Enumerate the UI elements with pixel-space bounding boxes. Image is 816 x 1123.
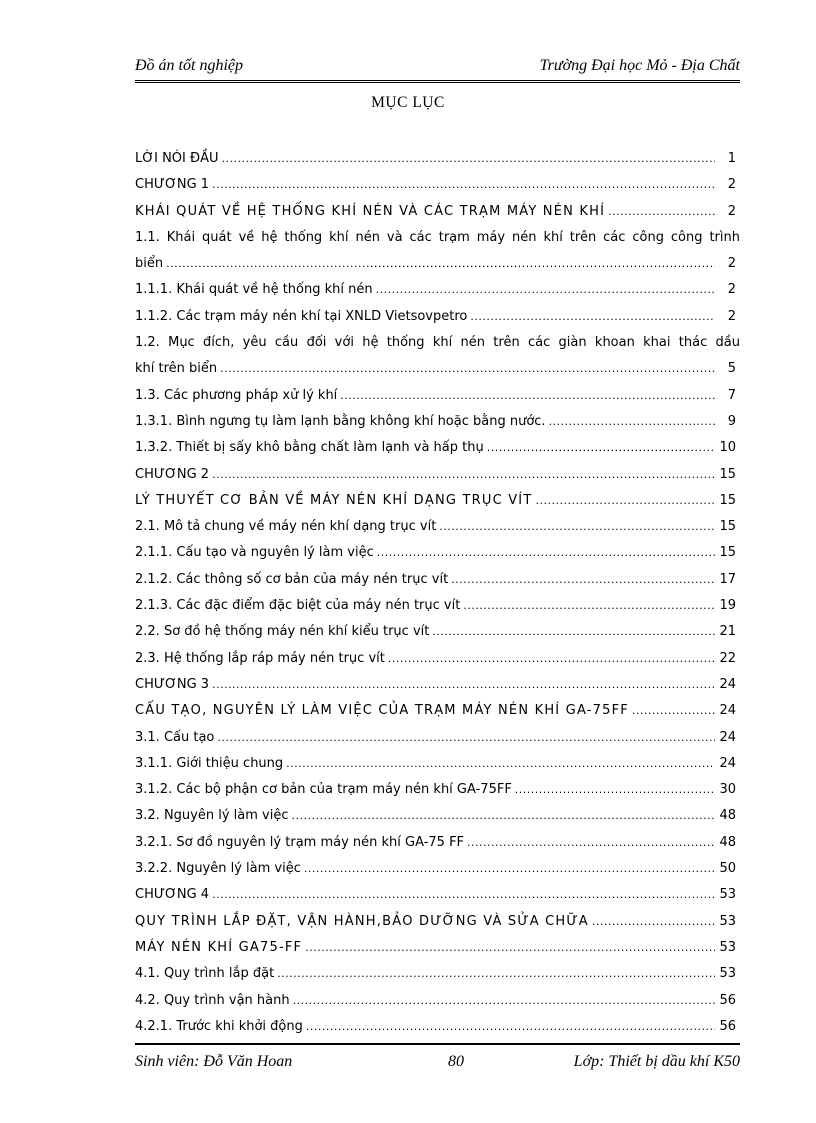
toc-entry[interactable]	[135, 593, 740, 619]
toc-entry-page-number: 5	[727, 361, 736, 377]
toc-entry[interactable]	[135, 777, 740, 803]
toc-entry-title: CHƯƠNG 1	[135, 177, 210, 193]
toc-entry[interactable]	[135, 803, 740, 829]
footer-page-number: 80	[448, 1053, 464, 1070]
toc-entry-page-number: 10	[719, 440, 736, 456]
toc-entry-page-number: 24	[719, 729, 736, 745]
toc-entry[interactable]	[135, 383, 740, 409]
toc-entry-title: 3.1.1. Giới thiệu chung	[135, 755, 284, 771]
toc-dot-leader	[470, 304, 715, 330]
toc-entry[interactable]	[135, 961, 740, 987]
toc-entry-page-number: 22	[719, 650, 736, 666]
toc-entry-title: 3.1.2. Các bộ phận cơ bản của trạm máy nén khí GA-75FF	[135, 782, 512, 798]
toc-entry[interactable]	[135, 1014, 740, 1040]
toc-dot-leader	[212, 672, 715, 698]
toc-entry-page-number: 15	[719, 519, 736, 535]
toc-entry-page-number: 19	[719, 598, 736, 614]
toc-dot-leader	[632, 698, 715, 724]
toc-dot-leader	[608, 199, 715, 225]
toc-entry-page-number: 24	[719, 703, 736, 719]
toc-entry-page-number: 53	[719, 913, 736, 929]
toc-entry[interactable]	[135, 172, 740, 198]
toc-entry-title: 2.2. Sơ đồ hệ thống máy nén khí kiểu trục vít	[135, 624, 430, 640]
toc-entry-title: 2.1.3. Các đặc điểm đặc biệt của máy nén trục vít	[135, 598, 461, 614]
toc-entry[interactable]	[135, 277, 740, 303]
toc-entry[interactable]	[135, 672, 740, 698]
toc-entry-title: 1.3. Các phương pháp xử lý khí	[135, 387, 338, 403]
toc-entry-title: 2.3. Hệ thống lắp ráp máy nén trục vít	[135, 650, 385, 666]
toc-dot-leader	[515, 777, 715, 803]
toc-entry-title: 2.1.1. Cấu tạo và nguyên lý làm việc	[135, 545, 374, 561]
toc-entry-page-number: 30	[719, 782, 736, 798]
page-footer	[135, 1043, 740, 1075]
toc-entry-title: 3.2. Nguyên lý làm việc	[135, 808, 289, 824]
toc-entry-title: khí trên biển	[135, 361, 218, 377]
toc-entry-title: KHÁI QUÁT VỀ HỆ THỐNG KHÍ NÉN VÀ CÁC TRẠM MÁY NÉN KHÍ	[135, 203, 606, 219]
toc-entry-page-number: 15	[719, 466, 736, 482]
toc-entry-title: 4.2. Quy trình vận hành	[135, 992, 290, 1008]
toc-entry-title: CẤU TẠO, NGUYÊN LÝ LÀM VIỆC CỦA TRẠM MÁY NÉN KHÍ GA-75FF	[135, 703, 629, 719]
toc-entry[interactable]	[135, 935, 740, 961]
toc-entry-title: 3.1. Cấu tạo	[135, 729, 215, 745]
toc-dot-leader	[306, 1014, 715, 1040]
header-right-text: Trường Đại học Mỏ - Địa Chất	[539, 57, 740, 74]
toc-entry-title: CHƯƠNG 4	[135, 887, 210, 903]
toc-entry[interactable]	[135, 909, 740, 935]
toc-dot-leader	[439, 514, 715, 540]
footer-student: Sinh viên: Đỗ Văn Hoan	[135, 1053, 293, 1070]
footer-class: Lớp: Thiết bị dầu khí K50	[573, 1053, 740, 1070]
toc-entry[interactable]	[135, 646, 740, 672]
toc-entry-page-number: 9	[727, 413, 736, 429]
toc-dot-leader	[376, 277, 715, 303]
toc-entry-title: 1.3.2. Thiết bị sấy khô bằng chất làm lạnh và hấp thụ	[135, 440, 484, 456]
toc-dot-leader	[221, 146, 715, 172]
toc-entry-first-line: 1.2. Mục đích, yêu cầu đối với hệ thống khí nén trên các giàn khoan khai thác dầu	[135, 335, 740, 351]
toc-entry[interactable]	[135, 698, 740, 724]
toc-dot-leader	[305, 935, 715, 961]
toc-dot-leader	[166, 251, 715, 277]
toc-dot-leader	[286, 751, 715, 777]
toc-dot-leader	[388, 646, 715, 672]
toc-entry-page-number: 56	[719, 1018, 736, 1034]
toc-entry[interactable]	[135, 725, 740, 751]
toc-entry[interactable]	[135, 830, 740, 856]
toc-entry[interactable]	[135, 751, 740, 777]
toc-dot-leader	[293, 988, 715, 1014]
toc-entry-page-number: 2	[727, 282, 736, 298]
toc-dot-leader	[451, 567, 715, 593]
toc-dot-leader	[291, 803, 715, 829]
toc-dot-leader	[212, 882, 715, 908]
toc-entry-page-number: 24	[719, 676, 736, 692]
toc-entry-page-number: 24	[719, 755, 736, 771]
toc-entry[interactable]	[135, 488, 740, 514]
toc-dot-leader	[535, 488, 715, 514]
toc-dot-leader	[549, 409, 715, 435]
toc-entry[interactable]	[135, 540, 740, 566]
toc-entry-title: 3.2.2. Nguyên lý làm việc	[135, 861, 301, 877]
toc-entry[interactable]	[135, 304, 740, 330]
toc-entry-title: 4.2.1. Trước khi khởi động	[135, 1018, 303, 1034]
toc-entry[interactable]	[135, 856, 740, 882]
toc-dot-leader	[487, 435, 715, 461]
page-title: MỤC LỤC	[371, 94, 445, 111]
toc-entry[interactable]	[135, 330, 740, 383]
toc-entry-title: 4.1. Quy trình lắp đặt	[135, 966, 275, 982]
toc-dot-leader	[432, 619, 715, 645]
toc-entry-title: MÁY NÉN KHÍ GA75-FF	[135, 939, 303, 955]
header-left-text: Đồ án tốt nghiệp	[135, 57, 243, 74]
toc-entry-title: 2.1. Mô tả chung về máy nén khí dạng trục vít	[135, 519, 437, 535]
table-of-contents	[135, 146, 740, 1040]
toc-entry-title: 1.3.1. Bình ngưng tụ làm lạnh bằng không khí hoặc bằng nước.	[135, 413, 546, 429]
toc-entry-page-number: 56	[719, 992, 736, 1008]
toc-entry-title: LỜI NÓI ĐẦU	[135, 151, 219, 166]
toc-entry[interactable]	[135, 199, 740, 225]
toc-entry-title: 3.2.1. Sơ đồ nguyên lý trạm máy nén khí GA-75 FF	[135, 834, 465, 850]
toc-entry-title: 1.1.1. Khái quát về hệ thống khí nén	[135, 282, 373, 298]
page-header	[135, 54, 740, 81]
toc-entry[interactable]	[135, 225, 740, 278]
toc-dot-leader	[220, 356, 715, 382]
toc-entry[interactable]	[135, 435, 740, 461]
toc-entry-page-number: 53	[719, 887, 736, 903]
toc-entry-title: LÝ THUYẾT CƠ BẢN VỀ MÁY NÉN KHÍ DẠNG TRỤC VÍT	[135, 492, 533, 508]
toc-entry-title: CHƯƠNG 2	[135, 466, 210, 482]
toc-entry-page-number: 2	[727, 203, 736, 219]
toc-entry-page-number: 21	[719, 624, 736, 640]
toc-entry-title: CHƯƠNG 3	[135, 676, 210, 692]
toc-dot-leader	[212, 172, 715, 198]
toc-entry-page-number: 2	[727, 308, 736, 324]
toc-dot-leader	[217, 725, 715, 751]
toc-entry-page-number: 48	[719, 834, 736, 850]
toc-dot-leader	[277, 961, 715, 987]
toc-dot-leader	[340, 383, 715, 409]
toc-entry-page-number: 53	[719, 966, 736, 982]
toc-entry-page-number: 2	[727, 256, 736, 272]
toc-entry-page-number: 1	[727, 151, 736, 166]
toc-entry[interactable]	[135, 988, 740, 1014]
toc-entry[interactable]	[135, 567, 740, 593]
toc-entry[interactable]	[135, 409, 740, 435]
toc-dot-leader	[463, 593, 715, 619]
toc-dot-leader	[212, 462, 715, 488]
toc-dot-leader	[377, 540, 715, 566]
toc-entry-first-line: 1.1. Khái quát về hệ thống khí nén và các trạm máy nén khí trên các công công trình	[135, 229, 740, 245]
toc-entry-title: 2.1.2. Các thông số cơ bản của máy nén trục vít	[135, 571, 449, 587]
toc-entry-page-number: 2	[727, 177, 736, 193]
toc-entry[interactable]	[135, 462, 740, 488]
toc-entry-title: QUY TRÌNH LẮP ĐẶT, VẬN HÀNH,BẢO DƯỠNG VÀ SỬA CHỮA	[135, 913, 589, 929]
toc-entry-page-number: 15	[719, 545, 736, 561]
toc-entry-title: biển	[135, 256, 164, 272]
toc-entry[interactable]	[135, 882, 740, 908]
toc-dot-leader	[467, 830, 715, 856]
toc-entry-page-number: 53	[719, 939, 736, 955]
toc-entry-page-number: 50	[719, 861, 736, 877]
toc-entry-page-number: 15	[719, 492, 736, 508]
toc-entry-page-number: 7	[727, 387, 736, 403]
toc-entry[interactable]	[135, 146, 740, 172]
toc-entry[interactable]	[135, 619, 740, 645]
toc-entry-page-number: 17	[719, 571, 736, 587]
toc-dot-leader	[304, 856, 715, 882]
toc-dot-leader	[592, 909, 715, 935]
toc-entry-title: 1.1.2. Các trạm máy nén khí tại XNLD Vietsovpetro	[135, 308, 468, 324]
toc-entry[interactable]	[135, 514, 740, 540]
toc-entry-page-number: 48	[719, 808, 736, 824]
